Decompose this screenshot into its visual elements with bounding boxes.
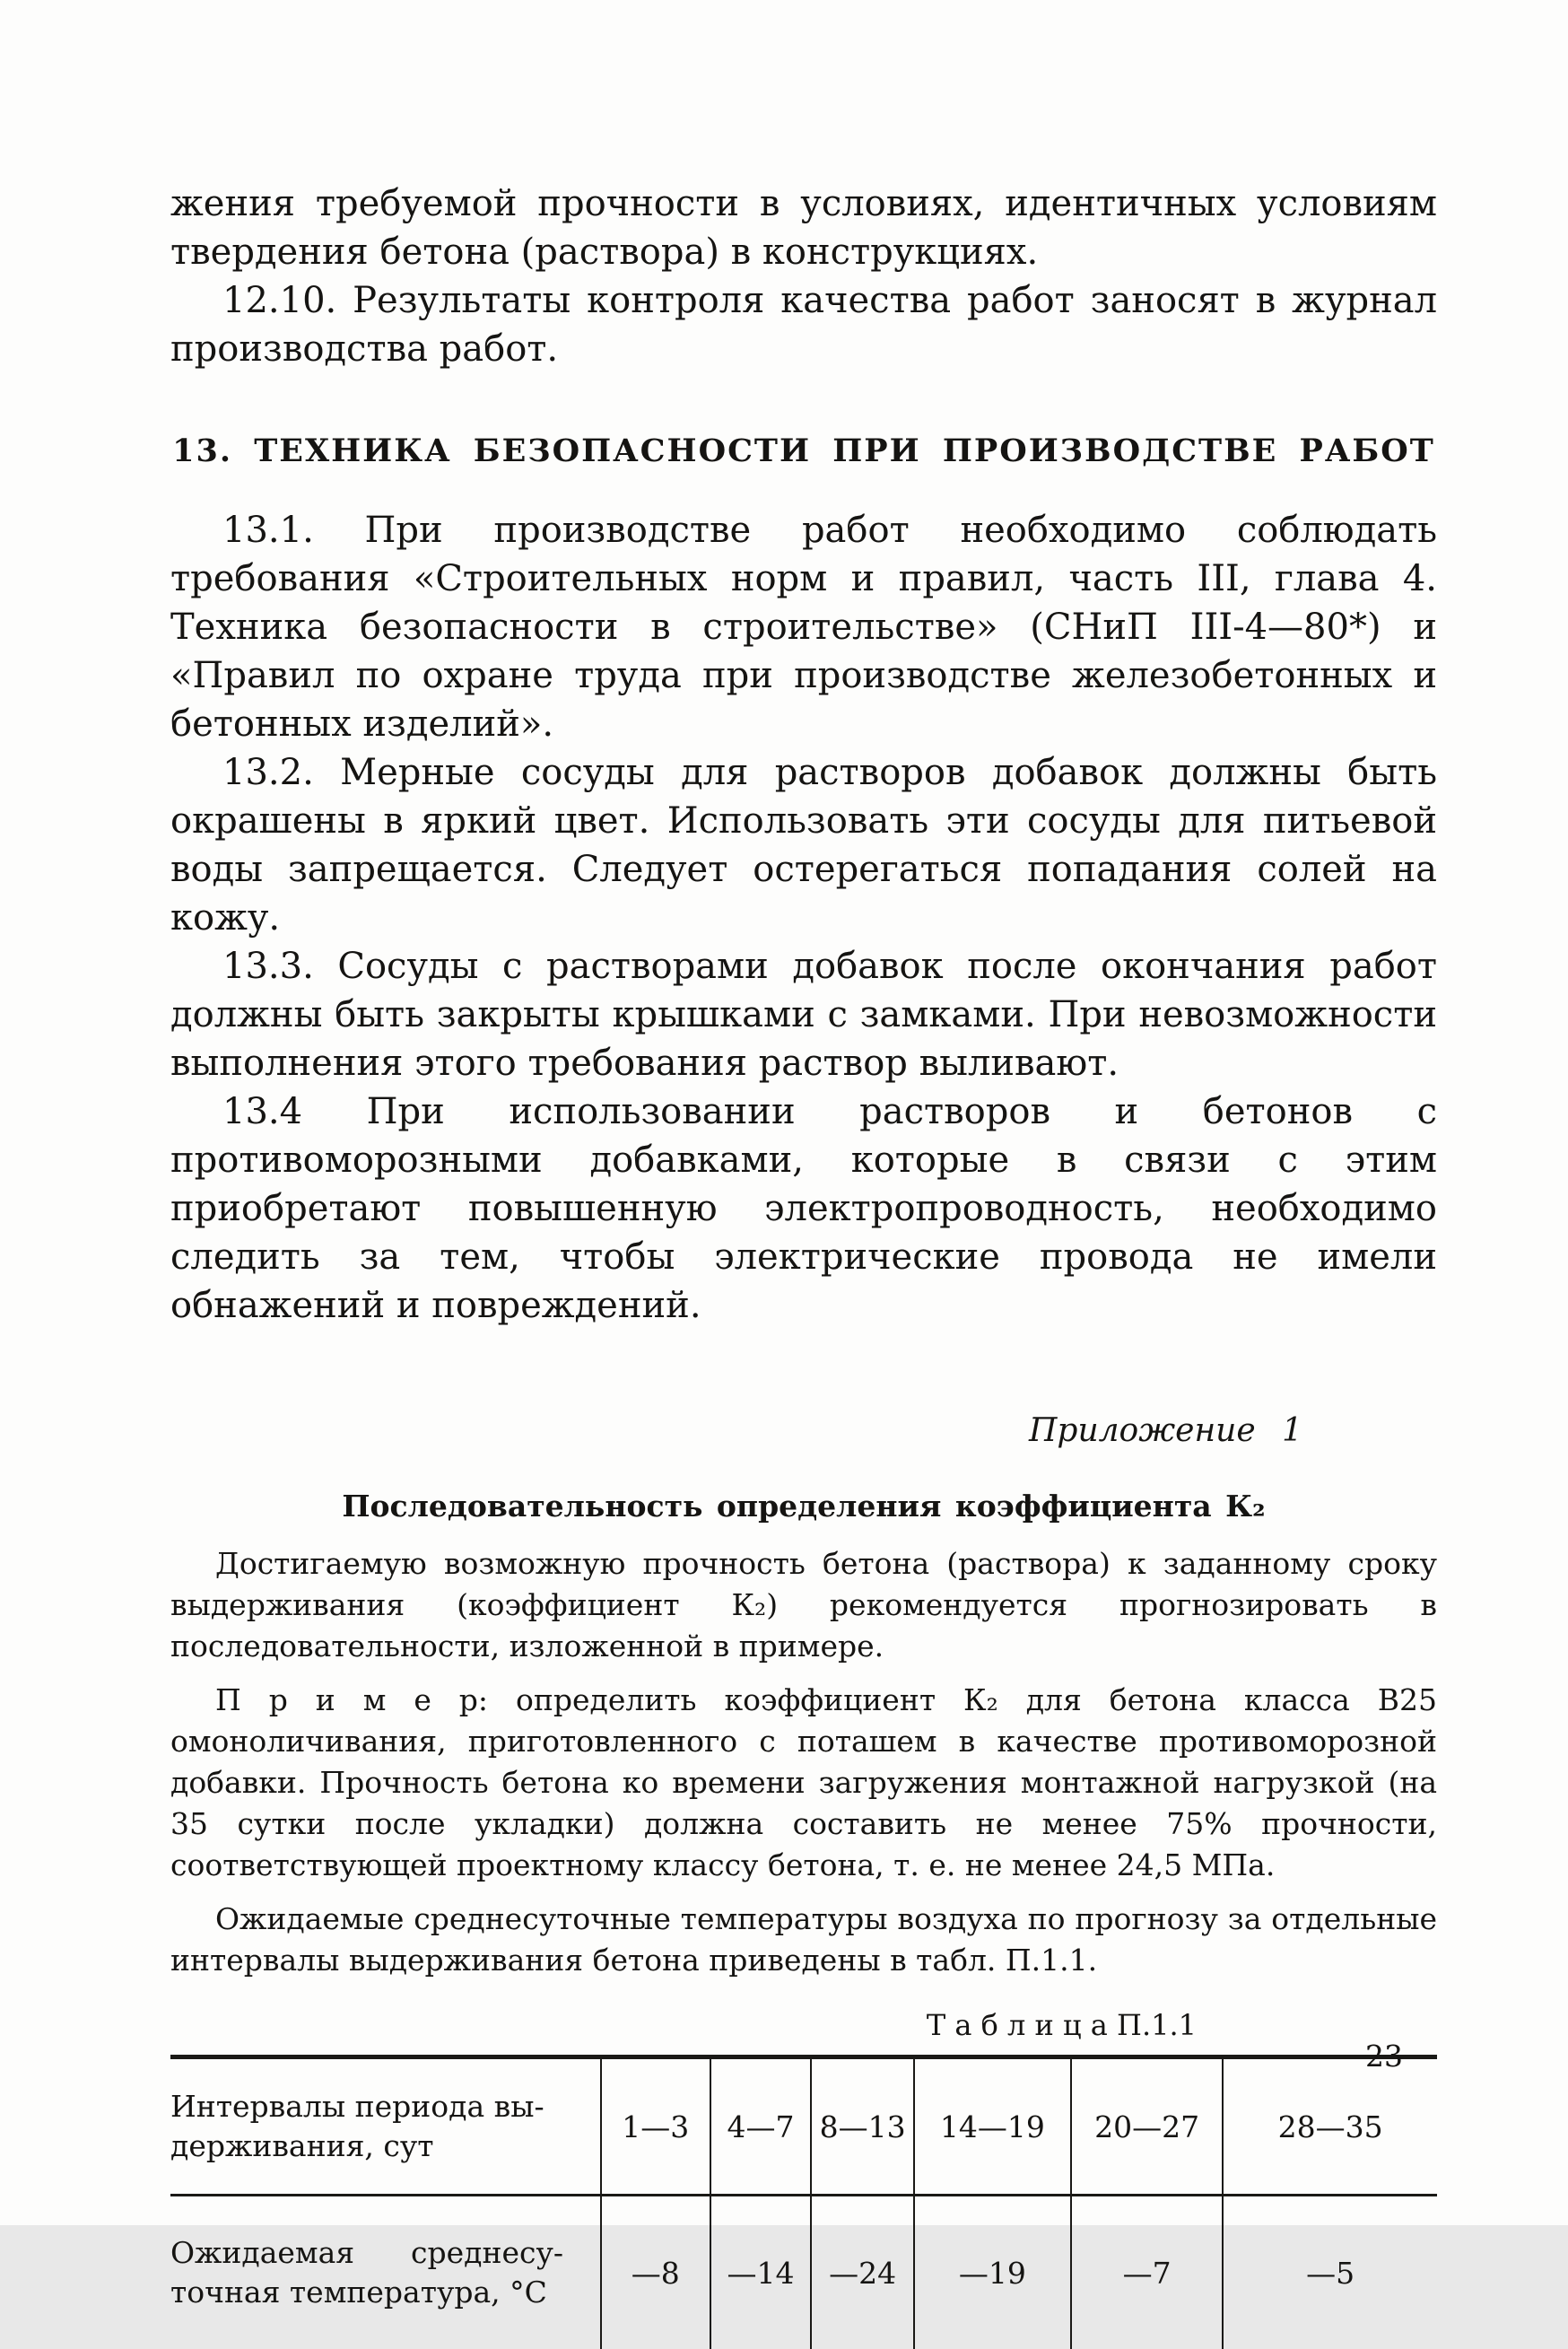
appendix-paragraph-example: П р и м е р: определить коэффициент К₂ для бетона класса В25 омоноличивания, приготовленного с поташем в качестве противоморозной добавки. Прочность бетона ко времени загружения монтажной нагрузкой (на 35 сутки после укладки) должна составить не менее 75% прочности, соответствующей проектному классу бетона, т. е. не менее 24,5 МПа.	[170, 1680, 1437, 1886]
row-label-intervals	[170, 2057, 601, 2196]
table-cell: —24	[811, 2196, 913, 2349]
table-cell: 20—27	[1071, 2057, 1223, 2196]
table-cell: 8—13	[811, 2057, 913, 2196]
section-13-heading: 13. ТЕХНИКА БЕЗОПАСНОСТИ ПРИ ПРОИЗВОДСТВЕ РАБОТ	[170, 432, 1437, 470]
paragraph-continuation: жения требуемой прочности в условиях, идентичных условиям твердения бетона (раствора) в конструкциях.	[170, 179, 1437, 276]
table-cell: 4—7	[710, 2057, 812, 2196]
table-cell: —19	[914, 2196, 1071, 2349]
row-label-line: Ожидаемая среднесу-	[170, 2233, 600, 2273]
appendix-paragraph-3: Ожидаемые среднесуточные температуры воздуха по прогнозу за отдельные интервалы выдерживания бетона приведены в табл. П.1.1.	[170, 1899, 1437, 1981]
paragraph-12-10: 12.10. Результаты контроля качества работ заносят в журнал производства работ.	[170, 276, 1437, 373]
paragraph-13-3: 13.3. Сосуды с растворами добавок после окончания работ должны быть закрыты крышками с замками. При невозможности выполнения этого требования раствор выливают.	[170, 942, 1437, 1087]
paragraph-13-4: 13.4 При использовании растворов и бетонов с противоморозными добавками, которые в связи с этим приобретают повышенную электропроводность, необходимо следить за тем, чтобы электрические провода не имели обнажений и повреждений.	[170, 1087, 1437, 1330]
text-block	[170, 179, 1437, 2349]
page-number: 23	[1365, 2039, 1403, 2074]
table-cell: 14—19	[914, 2057, 1071, 2196]
appendix-heading: Последовательность определения коэффициента К₂	[170, 1489, 1437, 1524]
row-label-line: держивания, сут	[170, 2126, 600, 2166]
appendix-paragraph-1: Достигаемую возможную прочность бетона (раствора) к заданному сроку выдерживания (коэффициент К₂) рекомендуется прогнозировать в последовательности, изложенной в примере.	[170, 1543, 1437, 1667]
paragraph-13-1: 13.1. При производстве работ необходимо соблюдать требования «Строительных норм и правил, часть III, глава 4. Техника безопасности в строительстве» (СНиП III-4—80*) и «Правил по охране труда при производстве железобетонных и бетонных изделий».	[170, 506, 1437, 748]
table-cell: —8	[601, 2196, 710, 2349]
table-cell: —7	[1071, 2196, 1223, 2349]
row-label-line: Интервалы периода вы-	[170, 2087, 600, 2126]
table-cell: 28—35	[1223, 2057, 1437, 2196]
table-cell: —14	[710, 2196, 812, 2349]
table-p11	[170, 2055, 1437, 2349]
paragraph-13-2: 13.2. Мерные сосуды для растворов добавок должны быть окрашены в яркий цвет. Использовать эти сосуды для питьевой воды запрещается. Следует остерегаться попадания солей на кожу.	[170, 748, 1437, 942]
table-row-intervals	[170, 2057, 1437, 2196]
row-label-line: точная температура, °С	[170, 2273, 600, 2312]
row-label-temperature	[170, 2196, 601, 2349]
table-cell: 1—3	[601, 2057, 710, 2196]
table-cell: —5	[1223, 2196, 1437, 2349]
appendix-1-label: Приложение 1	[170, 1412, 1437, 1449]
table-row-temperatures	[170, 2196, 1437, 2349]
table-p11-label: Т а б л и ц а П.1.1	[170, 2008, 1437, 2042]
